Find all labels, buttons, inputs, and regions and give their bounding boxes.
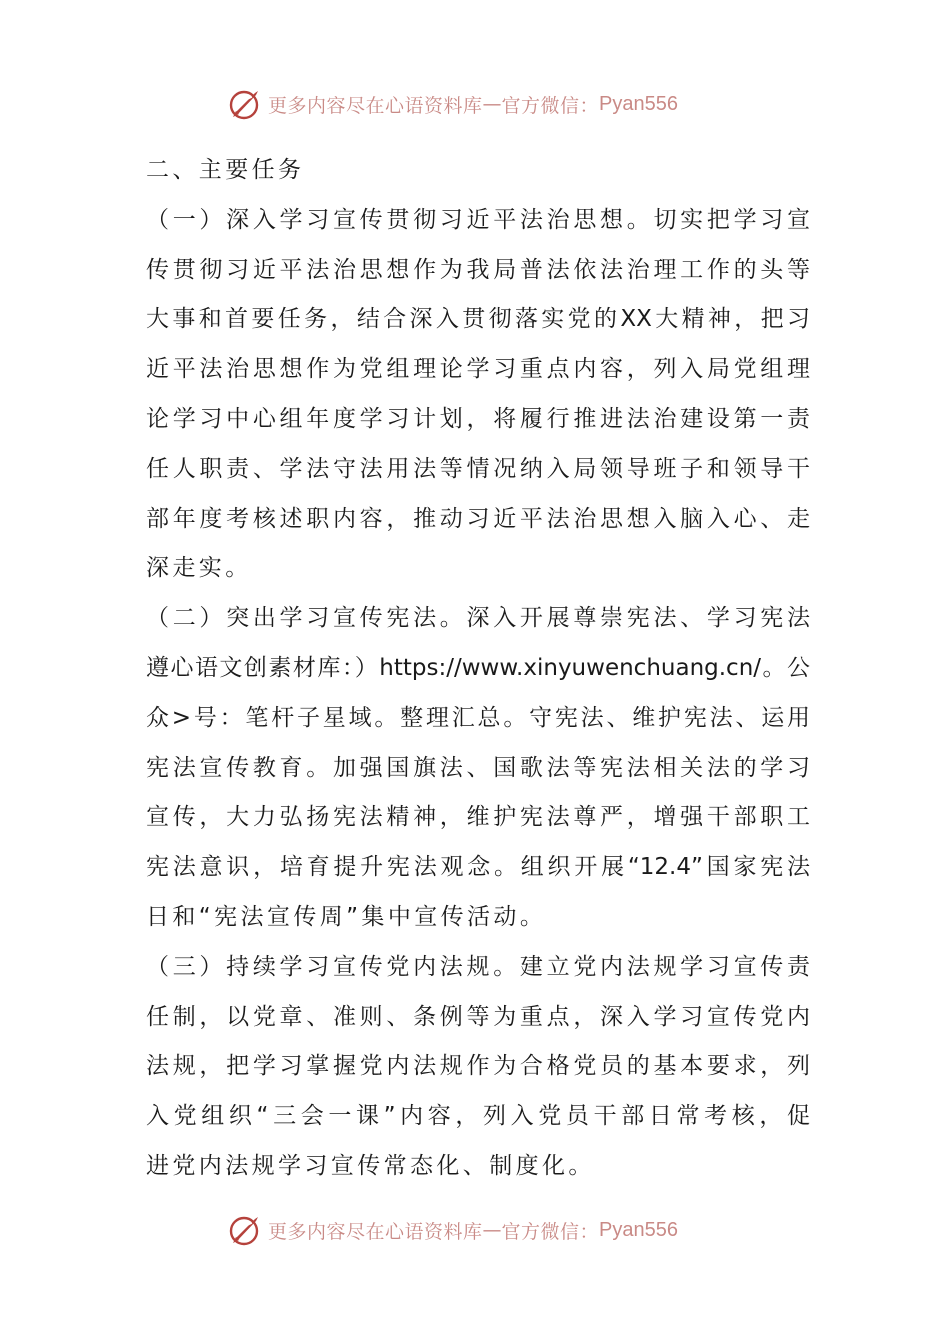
quill-logo-icon (228, 1213, 262, 1247)
body-line: 入党组织“三会一课”内容，列入党员干部日常考核，促 (146, 1103, 810, 1130)
body-line: 宣传，大力弘扬宪法精神，维护宪法尊严，增强干部职工 (146, 804, 810, 831)
body-line-url: 遵心语文创素材库：）https://www.xinyuwenchuang.cn/。公 (146, 654, 810, 681)
document-body (146, 146, 810, 1192)
quill-logo-icon (228, 87, 262, 121)
body-line: 宪法意识，培育提升宪法观念。组织开展“12.4”国家宪法 (146, 854, 810, 881)
watermark-banner-bottom (228, 1210, 678, 1250)
body-line: 论学习中心组年度学习计划，将履行推进法治建设第一责 (146, 405, 810, 432)
watermark-text: 更多内容尽在心语资料库 (268, 94, 483, 117)
watermark-separator: — (482, 1219, 502, 1241)
watermark-id: Pyan556 (599, 1218, 678, 1241)
body-line: 进党内法规学习宣传常态化、制度化。 (146, 1152, 595, 1179)
body-line: 近平法治思想作为党组理论学习重点内容，列入局党组理 (146, 356, 810, 383)
body-line: 日和“宪法宣传周”集中宣传活动。 (146, 903, 547, 930)
body-line: 传贯彻习近平法治思想作为我局普法依法治理工作的头等 (146, 256, 810, 283)
body-line: 法规，把学习掌握党内法规作为合格党员的基本要求，列 (146, 1053, 810, 1080)
watermark-text: 更多内容尽在心语资料库 (268, 1220, 483, 1243)
body-line: （三）持续学习宣传党内法规。建立党内法规学习宣传责 (146, 953, 810, 980)
watermark-separator: — (482, 93, 502, 115)
watermark-contact: 官方微信： (501, 1220, 600, 1243)
section-heading: 二、主要任务 (146, 157, 305, 183)
body-line: 大事和首要任务，结合深入贯彻落实党的XX大精神，把习 (146, 306, 810, 333)
body-line: （一）深入学习宣传贯彻习近平法治思想。切实把学习宣 (146, 206, 810, 233)
watermark-banner-top (228, 84, 678, 124)
body-line: 宪法宣传教育。加强国旗法、国歌法等宪法相关法的学习 (146, 754, 810, 781)
body-line: 任人职责、学法守法用法等情况纳入局领导班子和领导干 (146, 455, 810, 482)
body-line: 深走实。 (146, 555, 252, 582)
body-line: 众>号：笔杆子星域。整理汇总。守宪法、维护宪法、运用 (146, 704, 810, 731)
watermark-contact: 官方微信： (501, 94, 600, 117)
body-line: （二）突出学习宣传宪法。深入开展尊崇宪法、学习宪法 (146, 605, 810, 632)
body-line: 任制，以党章、准则、条例等为重点，深入学习宣传党内 (146, 1003, 810, 1030)
body-line: 部年度考核述职内容，推动习近平法治思想入脑入心、走 (146, 505, 810, 532)
watermark-id: Pyan556 (599, 92, 678, 115)
